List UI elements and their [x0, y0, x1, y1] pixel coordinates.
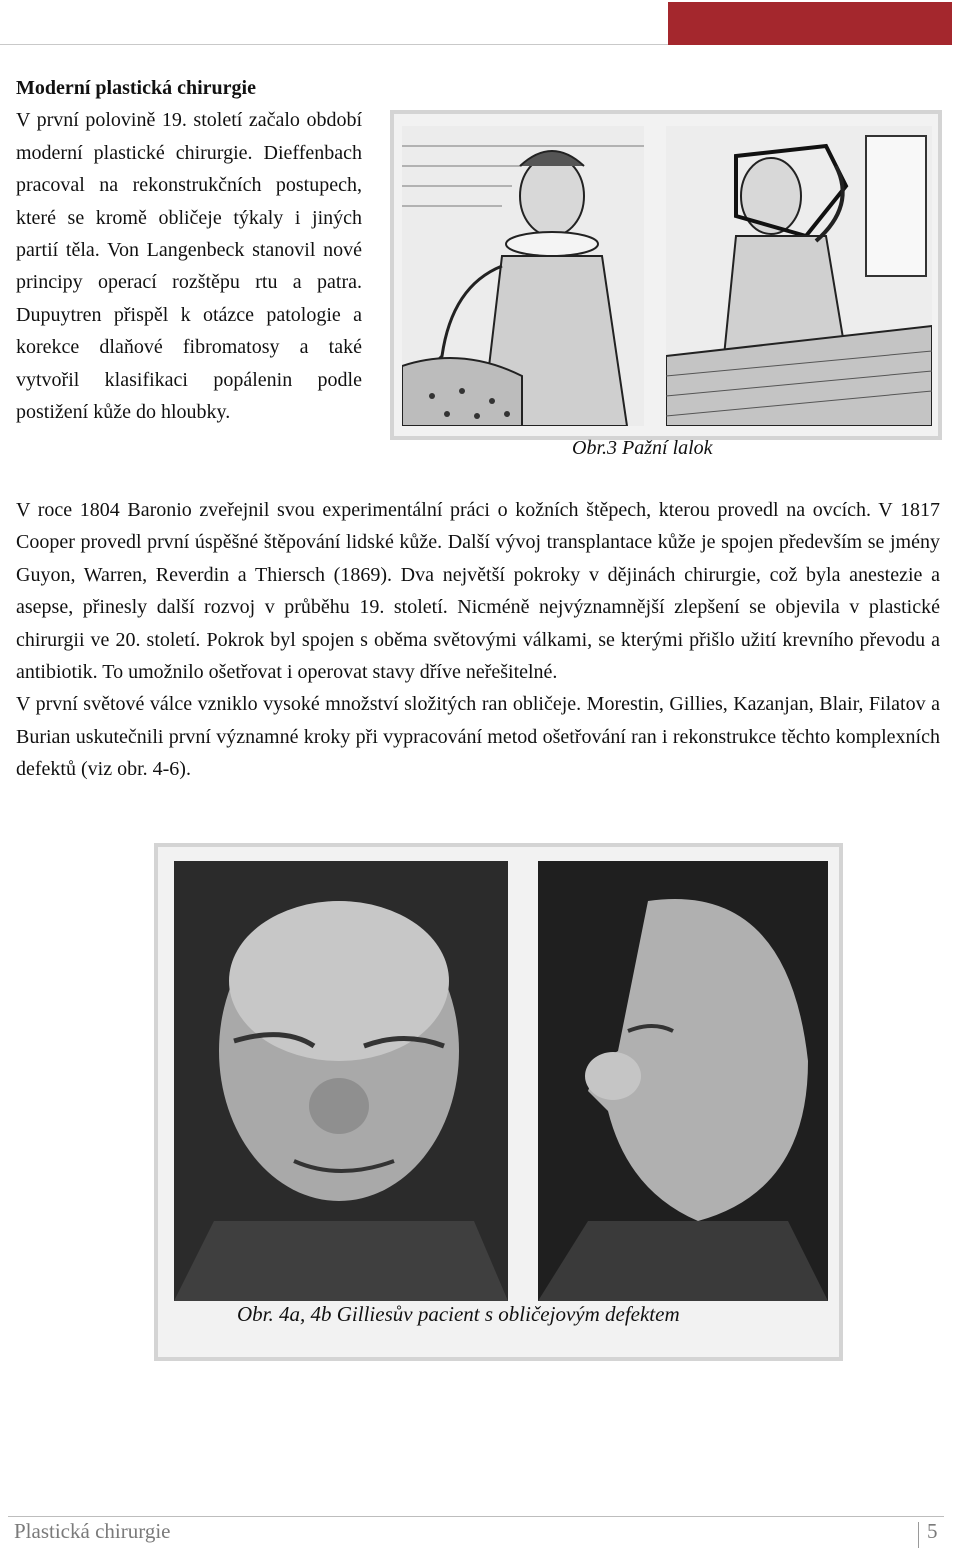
body-paragraph-history: V roce 1804 Baronio zveřejnil svou experimentální práci o kožních štěpech, kterou provedl na ovcích. V 1817 Cooper provedl první úspěšné štěpování lidské kůže. Další vývoj transplantace kůže je spojen především se jmény Guyon, Warren, Reverdin a Thiersch (1869). Dva největší pokroky v dějinách chirurgie, což byla anestezie a asepse, přinesly další rozvoj v průběhu 19. století. Nicméně nejvýznamnější zlepšení se objevila v plastické chirurgii ve 20. století. Pokrok byl spojen s oběma světovými válkami, se kterými přišlo užití krevního převodu a antibiotik. To umožnilo ošetřovat i operovat stavy dříve neřešitelné.	[16, 499, 940, 684]
figure-gillies-patient	[154, 843, 843, 1361]
footer-title: Plastická chirurgie	[14, 1519, 171, 1543]
intro-paragraph: V první polovině 19. století začalo období moderní plastické chirurgie. Dieffenbach pracoval na rekonstrukčních postupech, které se kromě obličeje týkaly i jiných partií těla. Von Langenbeck stanovil nové principy operací rozštěpu rtu a patra. Dupuytren přispěl k otázce patologie a korekce dlaňové fibromatosy a také vytvořil klasifikaci popálenin podle postižení kůže do hloubky.	[16, 109, 362, 424]
body-section	[16, 494, 940, 786]
figure-arm-flap-caption: Obr.3 Pažní lalok	[572, 437, 713, 459]
intro-section	[16, 72, 362, 428]
header-accent-bar	[668, 2, 952, 45]
footer-separator	[918, 1522, 919, 1548]
patient-photo-front	[174, 861, 508, 1301]
page-number: 5	[927, 1519, 938, 1543]
header-rule	[0, 44, 668, 45]
footer-rule	[8, 1516, 944, 1517]
engraving-left-image	[402, 126, 644, 426]
figure-gillies-caption: Obr. 4a, 4b Gilliesův pacient s obličejovým defektem	[237, 1302, 680, 1326]
engraving-right-image	[666, 126, 932, 426]
figure-arm-flap	[390, 110, 942, 440]
patient-photo-profile	[538, 861, 828, 1301]
body-paragraph-war: V první světové válce vzniklo vysoké množství složitých ran obličeje. Morestin, Gillies, Kazanjan, Blair, Filatov a Burian uskutečnili první významné kroky při vypracování metod ošetřování ran i rekonstrukce těchto komplexních defektů (viz obr. 4-6).	[16, 693, 940, 781]
section-title: Moderní plastická chirurgie	[16, 77, 256, 99]
